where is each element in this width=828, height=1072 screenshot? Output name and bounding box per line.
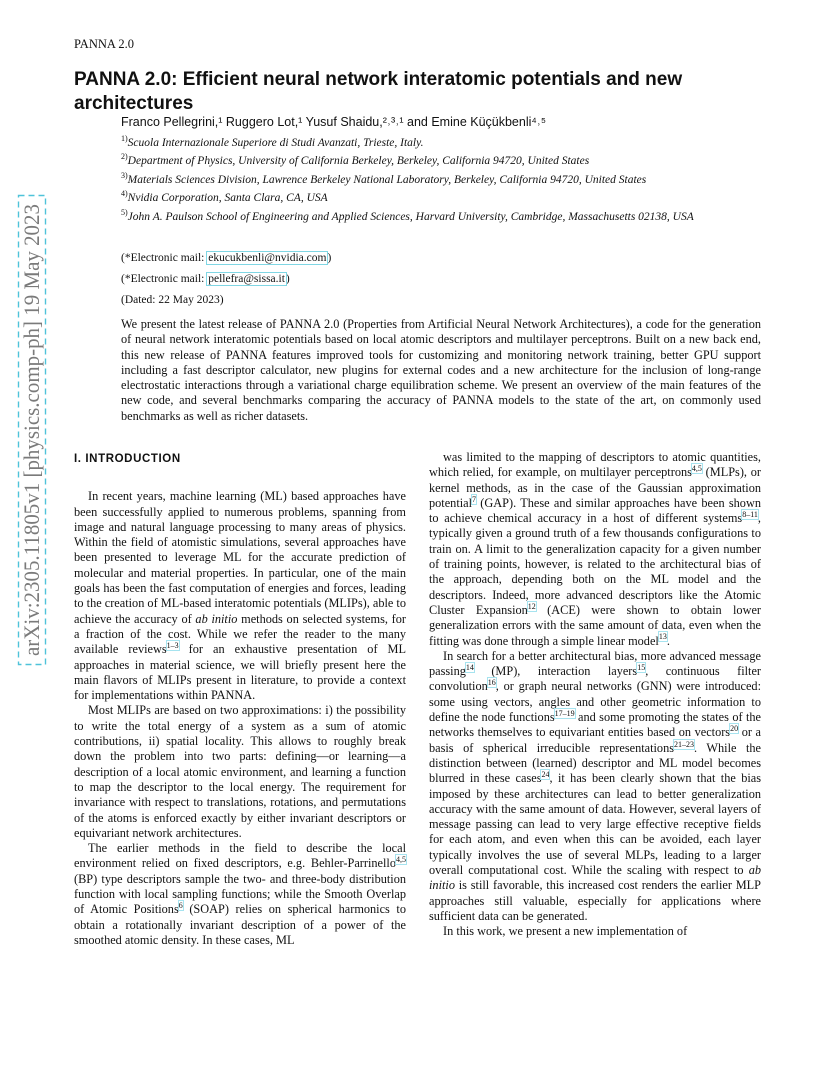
citation-link[interactable]: 8–11 — [742, 510, 758, 520]
citation-link[interactable]: 17–19 — [554, 708, 575, 718]
citation-link[interactable]: 12 — [527, 601, 536, 611]
text-run: was limited to the mapping of descriptors to atomic quantities, which relied, for example, on multilayer perceptrons — [429, 450, 761, 480]
section-heading: I. INTRODUCTION — [74, 453, 181, 465]
paper-title: PANNA 2.0: Efficient neural network interatomic potentials and new architectures — [74, 69, 683, 114]
abstract: We present the latest release of PANNA 2.0 (Properties from Artificial Neural Network Architectures), a code for the generation of neural network interatomic potentials based on local atomic descriptors and multilayer perceptrons. Built on a new back end, this new release of PANNA features improved tools for customizing and monitoring network training, better GPU support including a fast descriptor calculator, new plugins for external codes and a new architecture for the inclusion of long-range electrostatic interactions through a variational charge equilibration scheme. We present an overview of the main features of the new code, and several benchmarks comparing the accuracy of PANNA models to the state of the art, on commonly used benchmarks as well as richer datasets. — [121, 317, 761, 423]
citation-link[interactable]: 24 — [541, 770, 550, 780]
text-run: (ACE) were shown to obtain lower generalization errors with the same amount of data, even when the fitting was done through a simple linear model — [429, 602, 762, 648]
citation-link[interactable]: 21–23 — [674, 739, 695, 749]
text-run: (MLPs), or kernel methods, as in the case of the Gaussian approximation potential — [429, 465, 761, 510]
citation-link[interactable]: 1–3 — [166, 641, 179, 651]
affiliation-4: $^{4)}$Nvidia Corporation, Santa Clara, CA, USA — [121, 189, 328, 205]
text-run: In recent years, machine learning (ML) based approaches have been successfully applied to numerous problems, spanning from image and natural language processing to many areas of physics. Within the field of atomistic simulations, several approaches have been presented to leverage ML for the accurate prediction of molecular and material properties. In particular, one of the main goals has been the fast computation of energies and forces, leading to the creation of ML-based interatomic potentials (MLIPs), able to achieve the accuracy of — [74, 489, 406, 626]
text-run: . — [666, 633, 670, 648]
citation-link[interactable]: 7 — [472, 494, 477, 504]
text-run: and some promoting the states of the networks themselves to equivariant entities based on vectors — [429, 710, 761, 740]
text-run: The earlier methods in the field to describe the local environment relied on fixed descriptors, e.g. Behler-Parrinello — [74, 841, 406, 871]
left-column — [74, 452, 406, 948]
author-list: Franco Pellegrini,¹ Ruggero Lot,¹ Yusuf Shaidu,²˒³˒¹ and Emine Küçükbenli⁴˒⁵ — [121, 115, 547, 129]
paragraph — [429, 649, 761, 924]
citation-link[interactable]: 4,5 — [691, 464, 702, 474]
affiliation-3: $^{3)}$Materials Sciences Division, Lawrence Berkeley National Laboratory, Berkeley, California 94720, United States — [121, 170, 647, 186]
text-run: methods on selected systems, for a fraction of the cost. While we refer the reader to the many available reviews — [74, 611, 406, 657]
text-run: In this work, we present a new implementation of — [443, 924, 688, 939]
email-note-2: (*Electronic mail: pellefra@sissa.it) — [121, 273, 290, 285]
running-head: PANNA 2.0 — [74, 37, 134, 51]
arxiv-stamp[interactable] — [18, 181, 46, 665]
affiliation-1: $^{1)}$Scuola Internazionale Superiore di Studi Avanzati, Trieste, Italy. — [121, 134, 424, 149]
paragraph — [429, 924, 761, 939]
affiliation-2: $^{2)}$Department of Physics, University of California Berkeley, Berkeley, California 94720, United States — [121, 152, 590, 168]
right-column — [429, 450, 761, 940]
text-run: is still favorable, this increased cost renders the earlier MLP approaches still valuable, especially for applications where sufficient data can be generated. — [429, 878, 761, 923]
citation-link[interactable]: 20 — [730, 724, 739, 734]
paragraph — [74, 841, 406, 948]
paragraph — [74, 489, 406, 703]
email-link-1[interactable]: ekucukbenli@nvidia.com — [208, 252, 327, 264]
date-line: (Dated: 22 May 2023) — [121, 294, 224, 306]
affiliations — [121, 132, 741, 224]
text-run: , it has been clearly shown that the bias imposed by these architectures can lead to better generalization accuracy with the same amount of data. However, several layers of message passing can lead to very large effective receptive fields for each atom, and even when this can be avoided, each layer typically involves the use of several MLPs, leading to a larger overall computational cost. While the scaling with respect to — [429, 771, 762, 878]
right-column-body — [429, 450, 761, 940]
text-run: Most MLIPs are based on two approximations: i) the possibility to write the total energy of a system as a sum of atomic contributions, ii) spatial locality. This allows to roughly break down the problem into two parts: defining—or learning—a description of a local atomic environment, and learning a function to map the descriptor to the local energy. The requirement for invariance with respect to translations, rotations, and permutations of the atoms is enforced exactly by either invariant descriptors or equivariant network architectures. — [74, 703, 406, 840]
text-run: (BP) type descriptors sample the two- and three-body distribution function with local sampling functions; while the Smooth Overlap of Atomic Positions — [74, 871, 406, 917]
text-run: or a basis of spherical irreducible representations — [429, 725, 762, 755]
affiliation-5: $^{5)}$John A. Paulson School of Engineering and Applied Sciences, Harvard University, Cambridge, Massachusetts 02138, USA — [121, 207, 694, 223]
italic-term: ab initio — [195, 611, 238, 626]
text-run: (SOAP) relies on spherical harmonics to obtain a rotationally invariant description of a power of the smoothed atomic density. In these cases, ML — [74, 902, 406, 947]
text-run: In search for a better architectural bias, more advanced message passing — [429, 648, 761, 679]
email-link-2[interactable]: pellefra@sissa.it — [208, 273, 285, 285]
citation-link[interactable]: 6 — [178, 901, 183, 911]
text-run: . While the distinction between (learned) descriptor and ML model becomes blurred in these cases — [429, 740, 761, 786]
citation-link[interactable]: 14 — [465, 663, 474, 673]
text-run: , continuous filter convolution — [429, 664, 761, 694]
text-run: (MP), interaction layers — [473, 664, 638, 679]
paragraph — [429, 450, 761, 649]
email-note-1: (*Electronic mail: ekucukbenli@nvidia.com) — [121, 252, 332, 264]
italic-term: ab initio — [429, 863, 761, 893]
citation-link[interactable]: 13 — [658, 632, 667, 642]
text-run: , typically given a ground truth of a few thousands configurations to train on. A limit to the generalization capacity for a given number of training points, however, is related to the architectural bias of the approach, depending both on the ML model and the descriptors. Indeed, more advanced descriptors like the Atomic Cluster Expansion — [429, 511, 761, 617]
text-run: for an exhaustive presentation of ML approaches in material science, we will briefly present here the main flavors of MLIPs present in literature, to provide a context for implementations within PANNA. — [74, 642, 407, 703]
text-run: , or graph neural networks (GNN) were introduced: some using vectors, angles and other geometric information to define the node functions — [429, 679, 761, 725]
citation-link[interactable]: 4,5 — [396, 855, 406, 865]
arxiv-stamp-text: arXiv:2305.11805v1 [physics.comp-ph] 19 May 2023 — [19, 181, 44, 656]
paragraph — [74, 703, 406, 841]
text-run: (GAP). These and similar approaches have been shown to achieve chemical accuracy in a host of different systems — [429, 495, 761, 526]
citation-link[interactable]: 16 — [487, 678, 496, 688]
left-column-body — [74, 489, 406, 948]
citation-link[interactable]: 15 — [637, 663, 646, 673]
